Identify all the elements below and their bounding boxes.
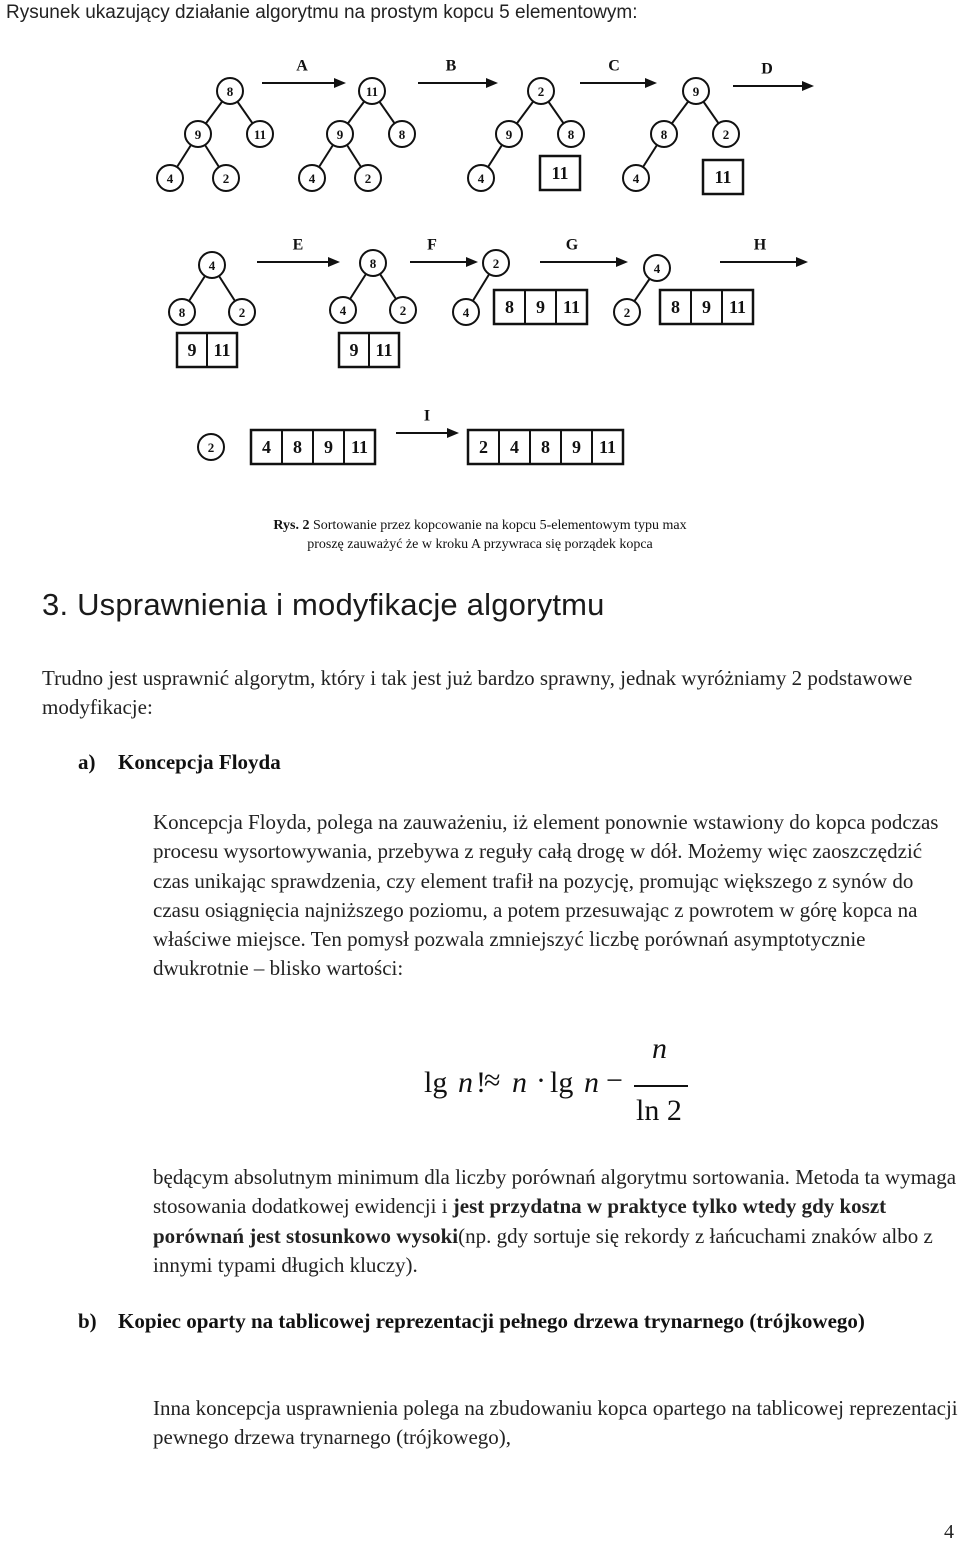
formula-n2: n [512, 1066, 527, 1099]
subsection-b-label: b) [78, 1309, 97, 1333]
array-cell: 9 [349, 340, 359, 360]
heap-node-label: 4 [632, 171, 640, 186]
intro-text: Rysunek ukazujący działanie algorytmu na prostym kopcu 5 elementowym: [6, 2, 638, 23]
step-label: H [753, 236, 767, 254]
step-label: C [608, 57, 620, 75]
array-cell: 8 [293, 437, 302, 457]
heap-node-label: 4 [477, 171, 485, 186]
array-cell: 11 [350, 437, 369, 457]
array-cell: 9 [187, 340, 197, 360]
formula-bang: ! [476, 1066, 486, 1099]
array-cell: 8 [671, 297, 680, 317]
step-label: B [445, 57, 457, 75]
array-cell: 9 [702, 297, 711, 317]
heap-node-label: 9 [336, 127, 344, 142]
formula-lg: lg [424, 1066, 448, 1099]
heap-node-label: 8 [567, 127, 575, 142]
heap-node-label: 4 [308, 171, 316, 186]
paragraph-minimum [153, 1163, 960, 1280]
formula-minus: − [606, 1064, 623, 1097]
step-arrowhead [447, 428, 459, 438]
heap-node-label: 9 [194, 127, 202, 142]
heap-node-label: 2 [364, 171, 372, 186]
heap-node-label: 2 [222, 171, 230, 186]
array-cell: 11 [551, 163, 569, 183]
para3-text2: (np. gdy sortuje się rekordy z łańcuchami znaków albo z innymi typami długich kluczy). [153, 1223, 933, 1277]
step-label: F [427, 236, 437, 254]
heap-node-label: 2 [722, 127, 730, 142]
heap-node-label: 2 [207, 440, 215, 455]
heap-node-label: 8 [398, 127, 406, 142]
array-cell: 8 [505, 297, 514, 317]
heap-node-label: 2 [399, 303, 407, 318]
heap-node-label: 2 [492, 256, 500, 271]
fraction-bar [634, 1085, 688, 1087]
subsection-a [78, 750, 281, 775]
para3-bold: jest przydatna w praktyce tylko wtedy gdy koszt porównań jest stosunkowo wysoki [153, 1194, 887, 1248]
array-cell: 11 [562, 297, 581, 317]
paragraph-ternary: Inna koncepcja usprawnienia polega na zbudowaniu kopca opartego na tablicowej reprezentacji pewnego drzewa trynarnego (trójkowego), [153, 1396, 958, 1450]
heap-node-label: 9 [692, 84, 700, 99]
array-cell: 8 [541, 437, 550, 457]
paragraph-floyd: Koncepcja Floyda, polega na zauważeniu, iż element ponownie wstawiony do kopca podczas procesu wysortowywania, przebywa z reguły całą drogę w dół. Możemy więc zaoszczędzić czas unikając sprawdzenia, czy element trafił na pozycję, promując większego z synów do czasu osiągnięcia najniższego poziomu, a potem przesuwając z powrotem w górę kopca na właściwe miejsce. Ten pomysł pozwala zmniejszyć liczbę porównań asymptotycznie dwukrotnie – blisko wartości: [153, 810, 939, 981]
heapsort-figure [0, 0, 960, 480]
array-cell: 11 [375, 340, 393, 360]
step-arrowhead [802, 81, 814, 91]
subsection-a-title: Koncepcja Floyda [118, 750, 281, 774]
array-cell: 2 [479, 437, 488, 457]
array-cell: 9 [324, 437, 333, 457]
formula-lg2: lg [550, 1066, 574, 1099]
heap-node-label: 8 [369, 256, 377, 271]
caption-text: Sortowanie przez kopcowanie na kopcu 5-elementowym typu max [309, 518, 687, 533]
formula-n1: n [458, 1066, 473, 1099]
heap-node-label: 4 [208, 258, 216, 273]
heap-node-label: 4 [339, 303, 347, 318]
heap-node-label: 8 [178, 305, 186, 320]
heap-node-label: 11 [365, 84, 379, 99]
figure-caption-line1 [0, 516, 960, 535]
step-label: G [565, 236, 579, 254]
heap-node-label: 2 [623, 305, 631, 320]
formula-numerator: n [652, 1032, 667, 1065]
subsection-b-title: Kopiec oparty na tablicowej reprezentacji pełnego drzewa trynarnego (trójkowego) [118, 1309, 865, 1333]
formula [420, 1032, 720, 1138]
array-cell: 11 [213, 340, 231, 360]
heap-node-label: 8 [660, 127, 668, 142]
heap-node-label: 4 [462, 305, 470, 320]
step-label: I [423, 407, 431, 425]
step-label: E [292, 236, 304, 254]
formula-denominator: ln 2 [636, 1094, 682, 1127]
step-label: D [761, 60, 773, 78]
formula-approx: ≈ [484, 1064, 501, 1097]
heap-node-label: 2 [238, 305, 246, 320]
step-arrowhead [486, 78, 498, 88]
figure-caption-line2: proszę zauważyć że w kroku A przywraca się porządek kopca [307, 537, 653, 552]
page-number: 4 [944, 1521, 954, 1543]
step-arrowhead [328, 257, 340, 267]
heap-node-label: 8 [226, 84, 234, 99]
step-arrowhead [796, 257, 808, 267]
heap-node-label: 4 [653, 261, 661, 276]
paragraph-intro: Trudno jest usprawnić algorytm, który i tak jest już bardzo sprawny, jednak wyróżniamy 2 podstawowe modyfikacje: [42, 666, 913, 720]
array-cell: 9 [572, 437, 581, 457]
caption-bold: Rys. 2 [273, 518, 310, 533]
array-cell: 4 [510, 437, 519, 457]
step-arrowhead [466, 257, 478, 267]
array-cell: 4 [262, 437, 271, 457]
formula-dot: · [536, 1064, 546, 1097]
step-arrowhead [616, 257, 628, 267]
step-label: A [296, 57, 308, 75]
heap-node-label: 2 [537, 84, 545, 99]
array-cell: 9 [536, 297, 545, 317]
heap-node-label: 11 [253, 127, 267, 142]
array-cell: 11 [598, 437, 617, 457]
section-title: 3. Usprawnienia i modyfikacje algorytmu [42, 587, 605, 622]
step-arrowhead [645, 78, 657, 88]
formula-n3: n [584, 1066, 599, 1099]
heap-node-label: 9 [505, 127, 513, 142]
array-cell: 11 [714, 167, 732, 187]
array-cell: 11 [728, 297, 747, 317]
heap-node-label: 4 [166, 171, 174, 186]
step-arrowhead [334, 78, 346, 88]
subsection-a-label: a) [78, 750, 96, 774]
para3-text1: będącym absolutnym minimum dla liczby porównań algorytmu sortowania. Metoda ta wymaga stosowania dodatkowej ewidencji i [153, 1165, 957, 1219]
